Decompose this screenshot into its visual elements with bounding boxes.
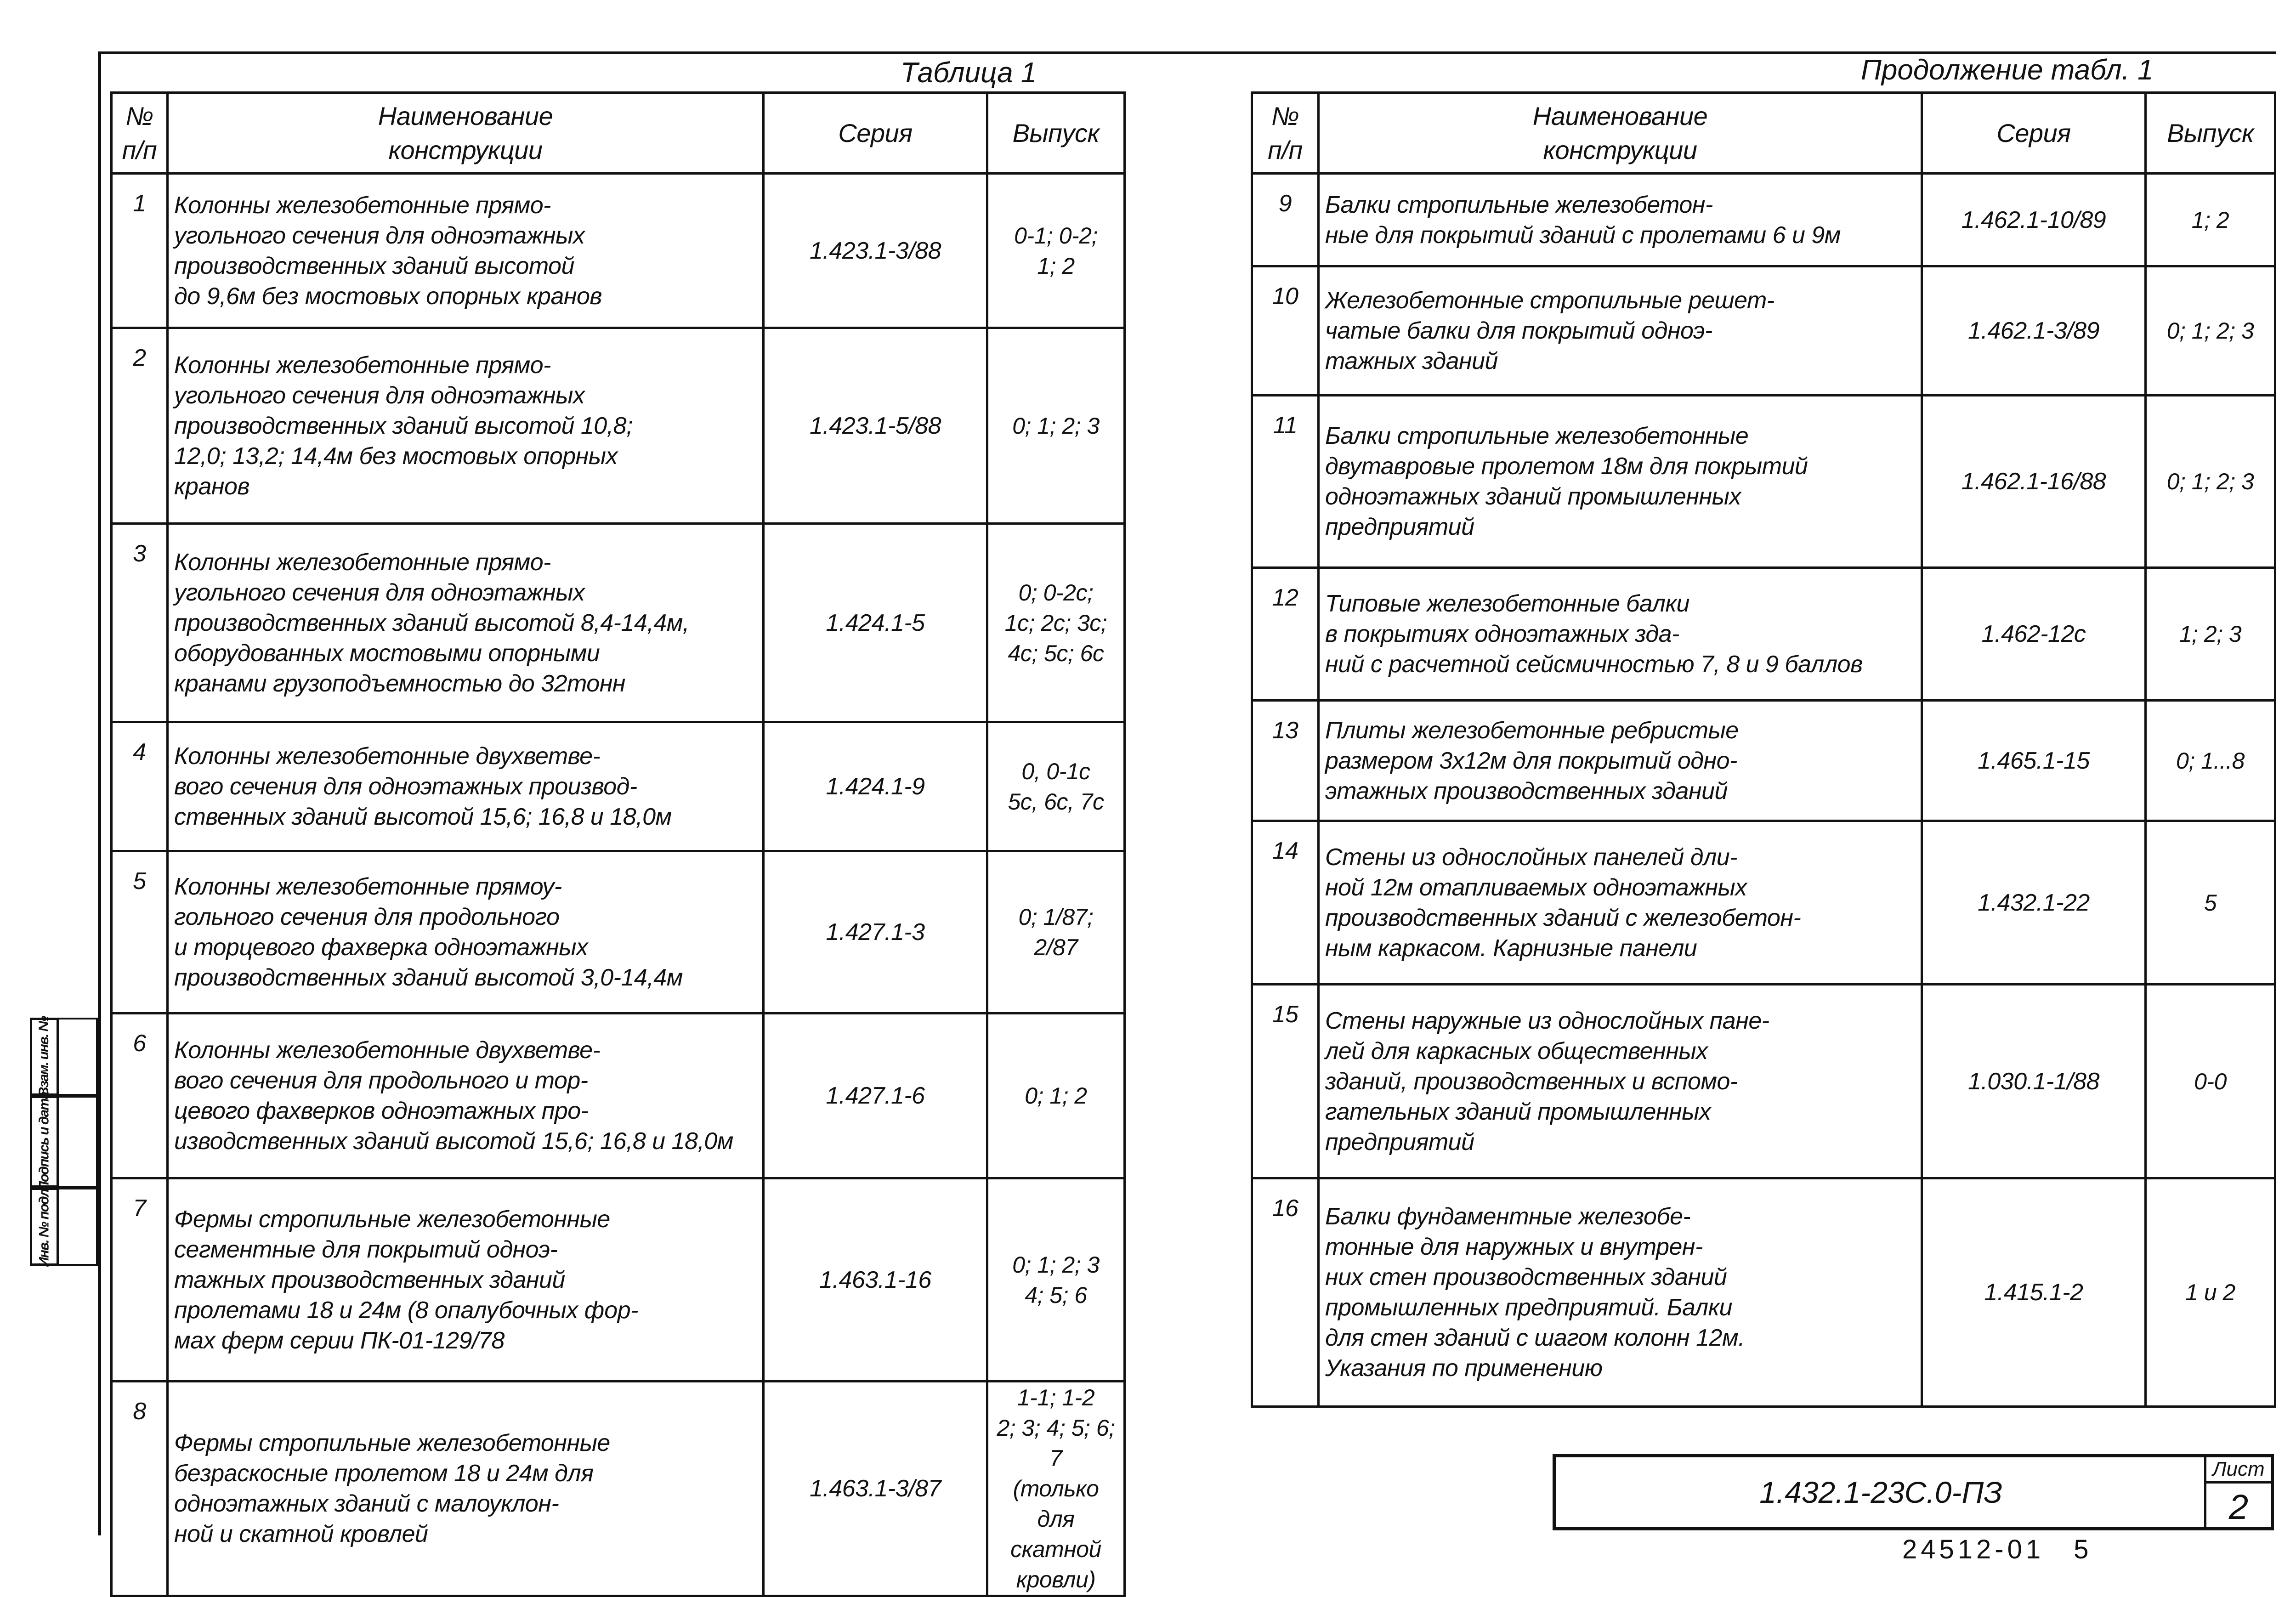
issue-list: 0; 1; 2; 3 4; 5; 6 [987,1178,1125,1382]
archive-number-value: 24512-01 [1902,1535,2045,1564]
table-row [112,328,1125,524]
construction-name: Фермы стропильные железобетонные безраскосные пролетом 18 и 24м для одноэтажных зданий с малоуклон- ной и скатной кровлей [168,1382,764,1596]
header-name: Наименование конструкции [168,93,764,174]
row-number: 6 [112,1014,168,1178]
issue-list: 1-1; 1-2 2; 3; 4; 5; 6; 7 (только для скатной кровли) [987,1382,1125,1596]
document-code: 1.432.1-23С.0-ПЗ [1759,1475,2002,1509]
issue-list: 5 [2146,821,2275,985]
header-issue: Выпуск [987,93,1125,174]
sheet-cell [2204,1457,2271,1527]
construction-name: Колонны железобетонные двухветве- вого сечения для продольного и тор- цевого фахверков одноэтажных про- изводственных зданий высотой 15,6; 16,8 и 18,0м [168,1014,764,1178]
row-number: 12 [1252,568,1319,701]
sheet-number: 2 [2228,1488,2249,1527]
series-code: 1.463.1-3/87 [764,1382,987,1596]
right-table [1251,91,2276,1408]
archive-page: 5 [2074,1535,2092,1564]
header-series: Серия [764,93,987,174]
stamp-sign-date [30,1092,59,1191]
header-name: Наименование конструкции [1319,93,1922,174]
series-code: 1.424.1-5 [764,524,987,722]
table-row [1252,266,2275,396]
issue-list: 0; 1; 2; 3 [987,328,1125,524]
row-number: 13 [1252,701,1319,821]
right-table-caption: Продолжение табл. 1 [1861,54,2154,86]
table-row [112,1178,1125,1382]
row-number: 1 [112,174,168,328]
construction-name: Колонны железобетонные прямо- угольного сечения для одноэтажных производственных зданий высотой 8,4-14,4м, оборудованных мостовыми опорными кранами грузоподъемностью до 32тонн [168,524,764,722]
table-row [1252,821,2275,985]
archive-number [1902,1535,2092,1565]
construction-name: Плиты железобетонные ребристые размером 3х12м для покрытий одно- этажных производственных зданий [1319,701,1922,821]
series-code: 1.465.1-15 [1922,701,2146,821]
construction-name: Фермы стропильные железобетонные сегментные для покрытий одноэ- тажных производственных зданий пролетами 18 и 24м (8 опалубочных фор- мах ферм серии ПК-01-129/78 [168,1178,764,1382]
construction-name: Балки стропильные железобетонные двутавровые пролетом 18м для покрытий одноэтажных зданий промышленных предприятий [1319,396,1922,568]
construction-name: Балки стропильные железобетон- ные для покрытий зданий с пролетами 6 и 9м [1319,174,1922,266]
issue-list: 0, 0-1с 5с, 6с, 7с [987,722,1125,851]
frame-left-border [98,51,101,1535]
table-row [1252,568,2275,701]
row-number: 4 [112,722,168,851]
issue-list: 0; 1; 2 [987,1014,1125,1178]
stamp-sign-date-label: Подпись и дата [36,1092,52,1191]
issue-list: 0; 1; 2; 3 [2146,266,2275,396]
row-number: 16 [1252,1178,1319,1407]
series-code: 1.415.1-2 [1922,1178,2146,1407]
series-code: 1.427.1-3 [764,851,987,1014]
header-series: Серия [1922,93,2146,174]
issue-list: 0; 1/87; 2/87 [987,851,1125,1014]
issue-list: 0; 1; 2; 3 [2146,396,2275,568]
issue-list: 0; 0-2с; 1с; 2с; 3с; 4с; 5с; 6с [987,524,1125,722]
construction-name: Колонны железобетонные прямо- угольного сечения для одноэтажных производственных зданий высотой 10,8; 12,0; 13,2; 14,4м без мостовых опорных кранов [168,328,764,524]
series-code: 1.030.1-1/88 [1922,985,2146,1178]
table-row [112,1382,1125,1596]
series-code: 1.462.1-10/89 [1922,174,2146,266]
construction-name: Колонны железобетонные прямоу- гольного сечения для продольного и торцевого фахверка одноэтажных производственных зданий высотой 3,0-14,4м [168,851,764,1014]
table-row [1252,174,2275,266]
table-row [1252,1178,2275,1407]
table-row [112,851,1125,1014]
series-code: 1.432.1-22 [1922,821,2146,985]
sheet-label: Лист [2206,1457,2271,1484]
table-row [112,524,1125,722]
stamp-sign-date-field [59,1096,98,1188]
table-row [1252,701,2275,821]
table-header-row [1252,93,2275,174]
issue-list: 1 и 2 [2146,1178,2275,1407]
series-code: 1.424.1-9 [764,722,987,851]
stamp-inv-orig-label: Инв. № подл. [36,1186,52,1267]
title-block [1553,1454,2274,1530]
series-code: 1.423.1-3/88 [764,174,987,328]
header-issue: Выпуск [2146,93,2275,174]
row-number: 5 [112,851,168,1014]
construction-name: Балки фундаментные железобе- тонные для наружных и внутрен- них стен производственных зданий промышленных предприятий. Балки для стен зданий с шагом колонн 12м. Указания по применению [1319,1178,1922,1407]
series-code: 1.463.1-16 [764,1178,987,1382]
table-row [1252,985,2275,1178]
row-number: 15 [1252,985,1319,1178]
table-row [112,1014,1125,1178]
construction-name: Стены из однослойных панелей дли- ной 12м отапливаемых одноэтажных производственных зданий с железобетон- ным каркасом. Карнизные панели [1319,821,1922,985]
series-code: 1.427.1-6 [764,1014,987,1178]
side-stamp [30,1018,98,1266]
stamp-inv-orig-field [59,1188,98,1266]
construction-name: Колонны железобетонные прямо- угольного сечения для одноэтажных производственных зданий высотой до 9,6м без мостовых опорных кранов [168,174,764,328]
issue-list: 0-0 [2146,985,2275,1178]
row-number: 2 [112,328,168,524]
row-number: 3 [112,524,168,722]
left-table [110,91,1126,1597]
issue-list: 1; 2; 3 [2146,568,2275,701]
row-number: 10 [1252,266,1319,396]
construction-name: Типовые железобетонные балки в покрытиях одноэтажных зда- ний с расчетной сейсмичностью 7, 8 и 9 баллов [1319,568,1922,701]
header-num: № п/п [112,93,168,174]
construction-name: Колонны железобетонные двухветве- вого сечения для одноэтажных производ- ственных зданий высотой 15,6; 16,8 и 18,0м [168,722,764,851]
table-row [112,174,1125,328]
series-code: 1.462.1-3/89 [1922,266,2146,396]
stamp-replace-inv-label: Взам. инв. № [36,1016,52,1097]
issue-list: 0-1; 0-2; 1; 2 [987,174,1125,328]
row-number: 11 [1252,396,1319,568]
row-number: 7 [112,1178,168,1382]
stamp-replace-inv [30,1018,59,1096]
series-code: 1.462-12с [1922,568,2146,701]
stamp-inv-orig [30,1188,59,1266]
table-header-row [112,93,1125,174]
header-num: № п/п [1252,93,1319,174]
issue-list: 1; 2 [2146,174,2275,266]
row-number: 14 [1252,821,1319,985]
construction-name: Железобетонные стропильные решет- чатые балки для покрытий одноэ- тажных зданий [1319,266,1922,396]
issue-list: 0; 1...8 [2146,701,2275,821]
table-row [112,722,1125,851]
construction-name: Стены наружные из однослойных пане- лей для каркасных общественных зданий, производственных и вспомо- гательных зданий промышленных предприятий [1319,985,1922,1178]
table-row [1252,396,2275,568]
series-code: 1.462.1-16/88 [1922,396,2146,568]
row-number: 9 [1252,174,1319,266]
left-table-caption: Таблица 1 [901,57,1037,89]
series-code: 1.423.1-5/88 [764,328,987,524]
stamp-replace-inv-field [59,1018,98,1096]
row-number: 8 [112,1382,168,1596]
